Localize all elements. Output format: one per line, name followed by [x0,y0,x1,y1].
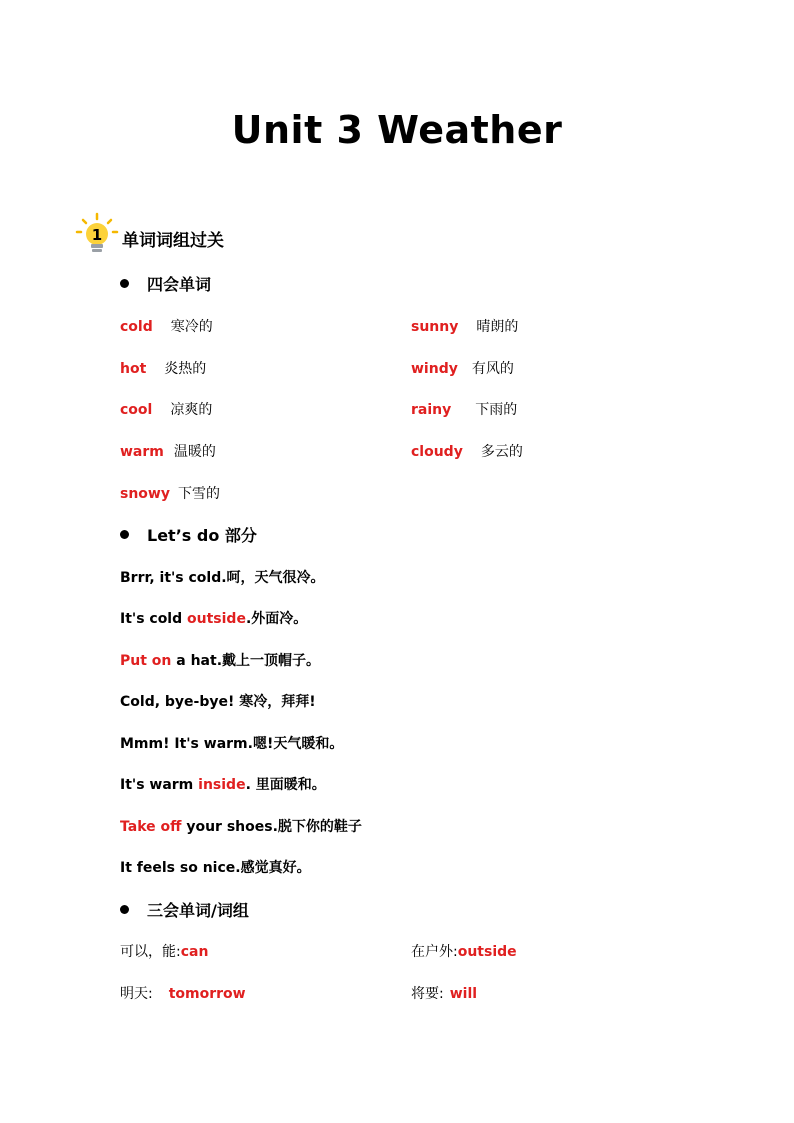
sentence-line: Put on a hat.戴上一顶帽子。 [120,653,321,669]
word-item: windy 有风的 [411,361,514,377]
vocab-item: 明天: tomorrow [120,986,246,1002]
sentence-line: Take off your shoes.脱下你的鞋子 [120,819,362,835]
word-item: cloudy 多云的 [411,444,523,460]
four-skill-heading [120,272,211,295]
vocab-item: 可以，能:can [120,944,209,960]
bullet-icon [120,279,129,288]
three-skill-heading [120,898,249,921]
sentence-line: Mmm! It's warm.嗯!天气暖和。 [120,736,344,752]
heading-text: 三会单词/词组 [147,901,249,920]
bullet-icon [120,530,129,539]
section-title: 单词词组过关 [122,230,224,251]
sentence-line: Brrr, it's cold.呵，天气很冷。 [120,570,325,586]
word-item: snowy 下雪的 [120,486,220,502]
vocab-item: 将要: will [411,986,478,1002]
bullet-icon [120,905,129,914]
sentence-line: It's cold outside.外面冷。 [120,611,308,627]
sentence-line: Cold, bye-bye! 寒冷，拜拜! [120,694,316,710]
vocab-item: 在户外:outside [411,944,517,960]
word-item: cold 寒冷的 [120,319,213,335]
word-item: sunny 晴朗的 [411,319,519,335]
section-header [74,212,224,258]
lightbulb-number-icon [74,212,120,258]
lets-do-heading [120,523,257,546]
sentence-line: It feels so nice.感觉真好。 [120,860,311,876]
heading-text: 四会单词 [147,275,212,294]
word-item: hot 炎热的 [120,361,207,377]
svg-text:1: 1 [91,226,103,244]
heading-text: Let’s do 部分 [147,526,257,545]
word-item: warm 温暖的 [120,444,216,460]
word-item: cool 凉爽的 [120,402,213,418]
word-item: rainy 下雨的 [411,402,518,418]
sentence-line: It's warm inside. 里面暖和。 [120,777,326,793]
page-title: Unit 3 Weather [231,108,563,152]
